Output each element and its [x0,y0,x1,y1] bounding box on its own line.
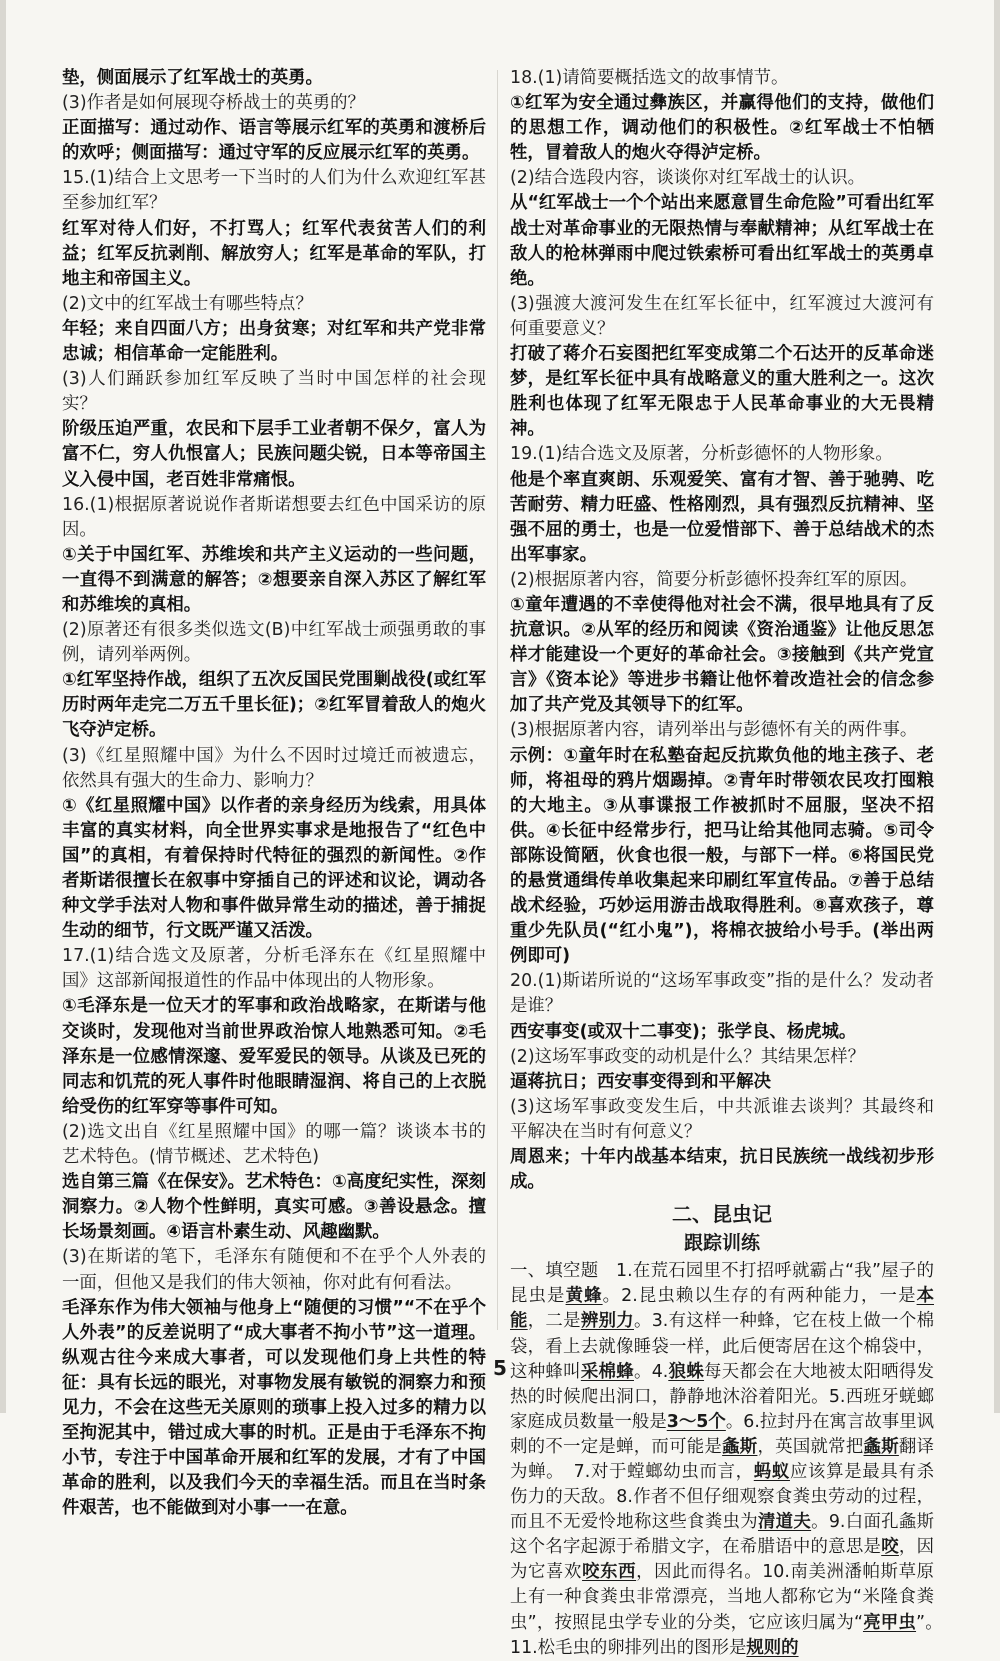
question-line: (3)人们踊跃参加红军反映了当时中国怎样的社会现实？ [62,369,486,415]
question-line: (3)在斯诺的笔下，毛泽东有随便和不在乎个人外表的一面，但他又是我们的伟大领袖，你对此有何看法。 [62,1247,486,1293]
question-line: (3)这场军事政变发生后，中共派谁去谈判？其最终和平解决在当时有何意义？ [510,1096,934,1142]
fill-blank-paragraph [510,1259,952,1661]
answer-text: ①红军坚持作战，组织了五次反国民党围剿战役(或红军历时两年走完二万五千里长征)；②红军冒着敌人的炮火飞夺泸定桥。 [62,670,486,741]
blank-answer: 螽斯 [863,1436,899,1457]
blank-question-text: 翻译为蝉。 7.对于螳螂幼虫而言， [510,1436,934,1482]
blank-answer: 规则的 [746,1637,799,1658]
blank-question-text: 。6.拉封丹在寓言故事里讽刺的不一定是蝉，而可能是 [510,1411,935,1457]
question-line: (3)强渡大渡河发生在红军长征中，红军渡过大渡河有何重要意义？ [510,293,934,339]
answer-text: 逼蒋抗日；西安事变得到和平解决 [510,1071,771,1092]
question-line: 15.(1)结合上文思考一下当时的人们为什么欢迎红军甚至参加红军？ [62,168,486,214]
question-line: (2)原著还有很多类似选文(B)中红军战士顽强勇敢的事例，请列举两例。 [62,620,486,666]
blank-answer: 咬 [881,1537,899,1558]
blank-answer: 清道夫 [757,1512,812,1533]
left-column [62,66,486,1521]
answer-text: ①毛泽东是一位天才的军事和政治战略家，在斯诺与他交谈时，发现他对当前世界政治惊人地熟悉可知。②毛泽东是一位感情深邃、爱军爱民的领导。从谈及已死的同志和饥荒的死人事件时他眼睛湿润、将自己的上衣脱给受伤的红军穿等事件可知。 [62,996,486,1117]
blank-answer: 螽斯 [722,1436,758,1457]
question-line: (2)结合选段内容，谈谈你对红军战士的认识。 [510,168,866,189]
answer-text: 正面描写：通过动作、语言等展示红军的英勇和渡桥后的欢呼；侧面描写：通过守军的反应展示红军的英勇。 [62,118,486,164]
blank-question-text: 。4. [633,1361,669,1382]
right-column [510,66,952,1661]
question-line: (3)《红星照耀中国》为什么不因时过境迁而被遗忘，依然具有强大的生命力、影响力？ [62,745,486,791]
answer-text: ①《红星照耀中国》以作者的亲身经历为线索，用具体丰富的真实材料，向全世界实事求是地报告了“红色中国”的真相，有着保持时代特征的强烈的新闻性。②作者斯诺很擅长在叙事中穿插自己的评述和议论，调动各种文学手法对人物和事件做异常生动的描述，善于捕捉生动的细节，行文既严谨又活泼。 [62,795,486,942]
blank-question-text: ，二是 [527,1311,581,1332]
blank-question-text: ”。 11.松毛虫的卵排列出的图形是 [510,1612,952,1658]
right-column-answers [510,66,934,1195]
answer-text: 打破了蒋介石妄图把红军变成第二个石达开的反革命迷梦，是红军长征中具有战略意义的重大胜利之一。这次胜利也体现了红军无限忠于人民革命事业的大无畏精神。 [510,344,934,440]
question-line: 16.(1)根据原著说说作者斯诺想要去红色中国采访的原因。 [62,494,486,540]
answer-text: 从“红军战士一个个站出来愿意冒生命危险”可看出红军战士对革命事业的无限热情与奉献精神；从红军战士在敌人的枪林弹雨中爬过铁索桥可看出红军战士的英勇卓绝。 [510,193,934,289]
scan-edge-right [994,0,1000,1413]
answer-text: 阶级压迫严重，农民和下层手工业者朝不保夕，富人为富不仁，穷人仇恨富人；民族问题尖锐，日本等帝国主义入侵中国，老百姓非常痛恨。 [62,419,486,490]
blank-question-text: 每天都会在大地被太阳晒得发热的时候爬出洞口，静静地沐浴着阳光。5.西班牙蜣螂家庭成员数量一般是 [510,1361,934,1432]
column-divider [497,70,498,1330]
answer-text: 红军对待人们好，不打骂人；红军代表贫苦人们的利益；红军反抗剥削、解放穷人；红军是革命的军队，打地主和帝国主义。 [62,218,486,289]
answer-text: 垫，侧面展示了红军战士的英勇。 [62,68,323,88]
answer-text: ①童年遭遇的不幸使得他对社会不满，很早地具有了反抗意识。②从军的经历和阅读《资治通鉴》让他反思怎样才能建设一个更好的革命社会。③接触到《共产党宣言》《资本论》等进步书籍让他怀着改造社会的信念参加了共产党及其领导下的红军。 [510,594,934,716]
question-line: (3)作者是如何展现夺桥战士的英勇的？ [62,93,365,114]
question-line: (2)选文出自《红星照耀中国》的哪一篇？谈谈本书的艺术特色。(情节概述、艺术特色) [62,1121,486,1168]
answer-text: 他是个率直爽朗、乐观爱笑、富有才智、善于驰骋、吃苦耐劳、精力旺盛、性格刚烈，具有强烈反抗精神、坚强不屈的勇士，也是一位爱惜部下、善于总结战术的杰出军事家。 [510,469,934,565]
answer-text: 示例：①童年时在私塾奋起反抗欺负他的地主孩子、老师，将祖母的鸦片烟踢掉。②青年时带领农民攻打囤粮的大地主。③从事谍报工作被抓时不屈服，坚决不招供。④长征中经常步行，把马让给其他同志骑。⑤司令部陈设简陋，伙食也很一般，与部下一样。⑥将国民党的悬赏通缉传单收集起来印刷红军宣传品。⑦善于总结战术经验，巧妙运用游击战取得胜利。⑧喜欢孩子，尊重少先队员(“红小鬼”)，将棉衣披给小号手。(举出两例即可) [510,745,934,967]
answer-text: 周恩来；十年内战基本结束，抗日民族统一战线初步形成。 [510,1147,934,1193]
blank-answer: 蚂蚁 [753,1461,790,1482]
question-line: 18.(1)请简要概括选文的故事情节。 [510,68,789,88]
blank-answer: 本能 [510,1286,934,1332]
blank-answer: 3～5个 [666,1411,726,1432]
question-line: 19.(1)结合选文及原著，分析彭德怀的人物形象。 [510,444,893,465]
question-line: (2)这场军事政变的动机是什么？其结果怎样？ [510,1046,866,1067]
blank-question-text: 。2.昆虫赖以生存的有两种能力，一是 [602,1286,917,1307]
question-line: 17.(1)结合选文及原著，分析毛泽东在《红星照耀中国》这部新闻报道性的作品中体现出的人物形象。 [62,946,486,992]
answer-text: ①关于中国红军、苏维埃和共产主义运动的一些问题，一直得不到满意的解答；②想要亲自深入苏区了解红军和苏维埃的真相。 [62,544,486,615]
subsection-title: 跟踪训练 [683,1232,760,1255]
blank-question-text: ，因为它喜欢 [510,1537,934,1583]
answer-text: 选自第三篇《在保安》。艺术特色：①高度纪实性，深刻洞察力。②人物个性鲜明，真实可感。③善设悬念。擅长场景刻画。④语言朴素生动、风趣幽默。 [62,1172,486,1243]
blank-question-text: 。3.有这样一种蜂，它在枝上做一个棉袋，看上去就像睡袋一样，此后便寄居在这个棉袋中，这种蜂叫 [510,1311,934,1382]
answer-text: ①红军为安全通过彝族区，并赢得他们的支持，做他们的思想工作，调动他们的积极性。②红军战士不怕牺牲，冒着敌人的炮火夺得泸定桥。 [510,93,934,164]
blank-question-text: 一、填空题 1.在荒石园里不打招呼就霸占“我”屋子的昆虫是 [510,1261,934,1307]
blank-question-text: ，因此而得名。10.南美洲潘帕斯草原上有一种食粪虫非常漂亮，当地人都称它为“米隆食粪虫”，按照昆虫学专业的分类，它应该归属为“ [510,1562,934,1633]
page-number: 5 [493,1356,507,1380]
answer-text: 毛泽东作为伟大领袖与他身上“随便的习惯”“不在乎个人外表”的反差说明了“成大事者不拘小节”这一道理。纵观古往今来成大事者，可以发现他们身上共性的特征：具有长远的眼光，对事物发展有敏锐的洞察力和预见力，不会在这些无关原则的琐事上投入过多的精力以至拘泥其中，错过成大事的时机。正是由于毛泽东不拘小节，专注于中国革命开展和红军的发展，才有了中国革命的胜利，以及我们今天的幸福生活。而且在当时条件艰苦，也不能做到对小事一一在意。 [62,1297,486,1519]
blank-answer: 咬东西 [582,1562,637,1583]
blank-question-text: 。9.白面孔螽斯这个名字起源于希腊文字，在希腊语中的意思是 [510,1512,934,1558]
blank-answer: 采棉蜂 [580,1361,634,1382]
blank-answer: 黄蜂 [565,1286,603,1307]
blank-answer: 狼蛛 [668,1361,705,1382]
question-line: (3)根据原著内容，请列举出与彭德怀有关的两件事。 [510,720,918,741]
blank-answer: 亮甲虫 [862,1612,917,1633]
answer-text: 西安事变(或双十二事变)；张学良、杨虎城。 [510,1021,857,1042]
blank-answer: 辨别力 [580,1311,634,1332]
question-line: 20.(1)斯诺所说的“这场军事政变”指的是什么？发动者是谁？ [510,971,934,1017]
answer-text: 年轻；来自四面八方；出身贫寒；对红军和共产党非常忠诚；相信革命一定能胜利。 [62,318,486,365]
scan-edge-left [0,0,6,1413]
section-title: 二、昆虫记 [672,1202,772,1227]
question-line: (2)文中的红军战士有哪些特点？ [62,293,313,314]
question-line: (2)根据原著内容，简要分析彭德怀投奔红军的原因。 [510,569,918,590]
blank-question-text: 应该算是最具有杀伤力的天敌。8.作者不但仔细观察食粪虫劳动的过程，而且不无爱怜地称这些食粪虫为 [510,1461,934,1533]
blank-question-text: ，英国就常把 [757,1436,864,1457]
